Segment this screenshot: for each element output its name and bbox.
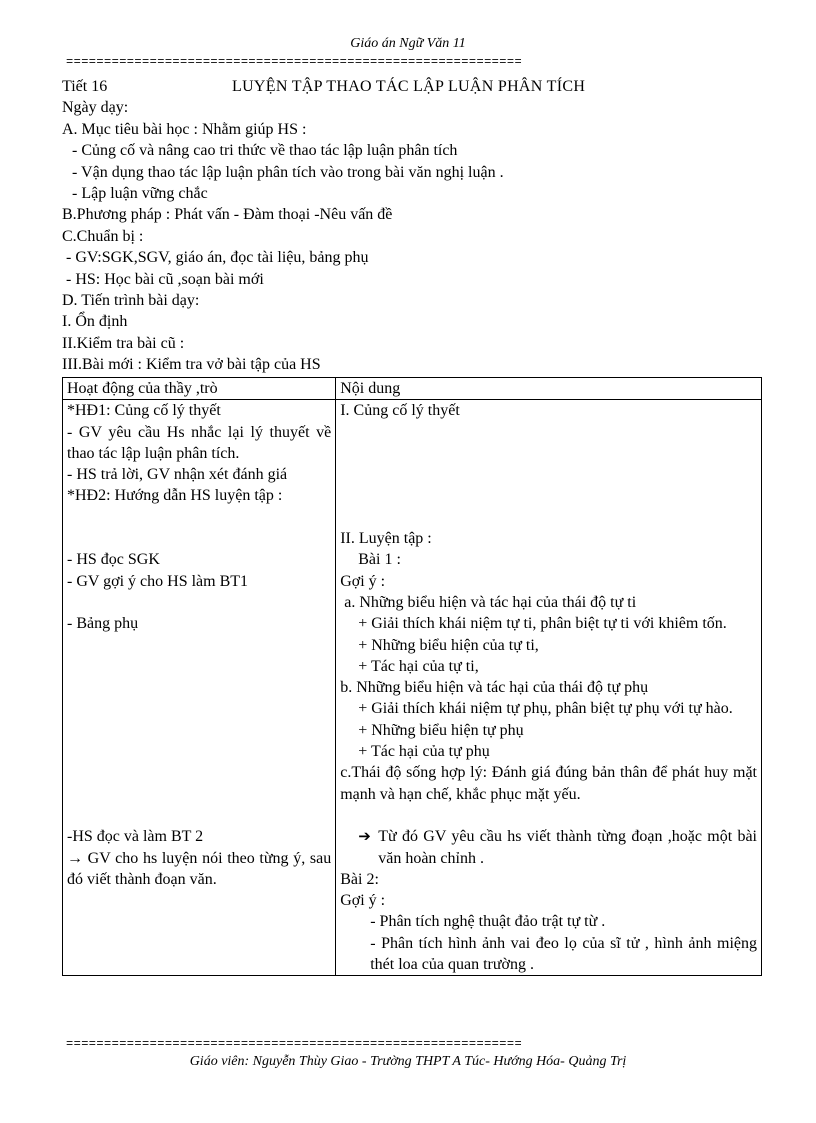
objective-item: - Vận dụng thao tác lập luận phân tích vào trong bài văn nghị luận . bbox=[72, 163, 504, 181]
objective-item: - Lập luận vững chắc bbox=[72, 185, 208, 203]
section-2: II. Luyện tập : bbox=[340, 530, 432, 548]
section-1: I. Củng cố lý thyết bbox=[340, 402, 460, 420]
arrow-note bbox=[340, 826, 757, 869]
bt2-gv: → GV cho hs luyện nói theo từng ý, sau đó viết thành đoạn văn. bbox=[67, 849, 332, 888]
part-c: c.Thái độ sống hợp lý: Đánh giá đúng bản thân để phát huy mặt mạnh và hạn chế, khắc phục mặt yếu. bbox=[340, 764, 757, 803]
footer-rule: ============================================================ bbox=[66, 1038, 523, 1050]
arrow-note-text: Từ đó GV yêu cầu hs viết thành từng đoạn ,hoặc một bài văn hoàn chỉnh . bbox=[378, 828, 757, 867]
date-label: Ngày dạy: bbox=[62, 99, 129, 117]
part-a-title: a. Những biểu hiện và tác hại của thái độ tự ti bbox=[344, 593, 637, 611]
arrow-icon: ➔ bbox=[358, 827, 371, 846]
method-line: B.Phương pháp : Phát vấn - Đàm thoại -Nêu vấn đề bbox=[62, 206, 393, 224]
board-note: - Bảng phụ bbox=[67, 615, 139, 633]
header-rule: ============================================================ bbox=[66, 56, 523, 68]
objectives-heading: A. Mục tiêu bài học : Nhằm giúp HS : bbox=[62, 120, 307, 138]
exercise-2-label: Bài 2: bbox=[340, 870, 379, 888]
bt2-task: -HS đọc và làm BT 2 bbox=[67, 828, 204, 846]
table-header-row bbox=[63, 378, 762, 400]
title-row bbox=[62, 76, 762, 97]
step-item: II.Kiểm tra bài cũ : bbox=[62, 334, 185, 352]
activity-cell bbox=[63, 400, 336, 976]
table-header-activity: Hoạt động của thầy ,trò bbox=[63, 378, 336, 400]
hd1-gv: - GV yêu cầu Hs nhắc lại lý thuyết về thao tác lập luận phân tích. bbox=[67, 423, 332, 462]
hd1-hs: - HS trả lời, GV nhận xét đánh giá bbox=[67, 466, 288, 484]
activity-table bbox=[62, 377, 762, 976]
gv-hint: - GV gợi ý cho HS làm BT1 bbox=[67, 572, 249, 590]
lesson-intro bbox=[62, 76, 762, 376]
exercise-1-label: Bài 1 : bbox=[358, 551, 401, 569]
step-item: III.Bài mới : Kiểm tra vở bài tập của HS bbox=[62, 356, 321, 374]
content-cell bbox=[336, 400, 762, 976]
process-heading: D. Tiến trình bài dạy: bbox=[62, 292, 200, 310]
page-header: Giáo án Ngữ Văn 11 bbox=[350, 36, 466, 51]
part-b-item: + Những biểu hiện tự phụ bbox=[358, 721, 524, 739]
prep-item: - HS: Học bài cũ ,soạn bài mới bbox=[66, 270, 264, 288]
lesson-title: LUYỆN TẬP THAO TÁC LẬP LUẬN PHÂN TÍCH bbox=[232, 78, 586, 95]
prep-heading: C.Chuẩn bị : bbox=[62, 227, 144, 245]
part-a-item: + Tác hại của tự ti, bbox=[358, 657, 479, 675]
step-item: I. Ổn định bbox=[62, 313, 128, 331]
lesson-number: Tiết 16 bbox=[62, 78, 108, 95]
part-b-item: + Giải thích khái niệm tự phụ, phân biệt tự phụ với tự hào. bbox=[358, 700, 733, 718]
objective-item: - Củng cố và nâng cao tri thức về thao tác lập luận phân tích bbox=[72, 142, 458, 160]
exercise-2-item: - Phân tích hình ảnh vai đeo lọ của sĩ tử , hình ảnh miệng thét loa của quan trường . bbox=[370, 934, 757, 974]
part-a-item: + Những biểu hiện của tự ti, bbox=[358, 636, 539, 654]
hs-read: - HS đọc SGK bbox=[67, 551, 160, 569]
table-row bbox=[63, 400, 762, 976]
hint-2-label: Gợi ý : bbox=[340, 892, 386, 910]
part-a-item: + Giải thích khái niệm tự ti, phân biệt tự ti với khiêm tốn. bbox=[358, 615, 727, 633]
part-b-item: + Tác hại của tự phụ bbox=[358, 743, 490, 761]
hd2-title: *HĐ2: Hướng dẫn HS luyện tập : bbox=[67, 487, 283, 505]
prep-item: - GV:SGK,SGV, giáo án, đọc tài liệu, bảng phụ bbox=[66, 249, 369, 267]
hint-1-label: Gợi ý : bbox=[340, 572, 386, 590]
part-b-title: b. Những biểu hiện và tác hại của thái độ tự phụ bbox=[340, 679, 649, 697]
table-header-content: Nội dung bbox=[336, 378, 762, 400]
page-footer: Giáo viên: Nguyễn Thùy Giao - Trường THPT A Túc- Hướng Hóa- Quảng Trị bbox=[189, 1054, 627, 1069]
hd1-title: *HĐ1: Củng cố lý thyết bbox=[67, 402, 221, 420]
exercise-2-item: - Phân tích nghệ thuật đảo trật tự từ . bbox=[370, 913, 606, 931]
